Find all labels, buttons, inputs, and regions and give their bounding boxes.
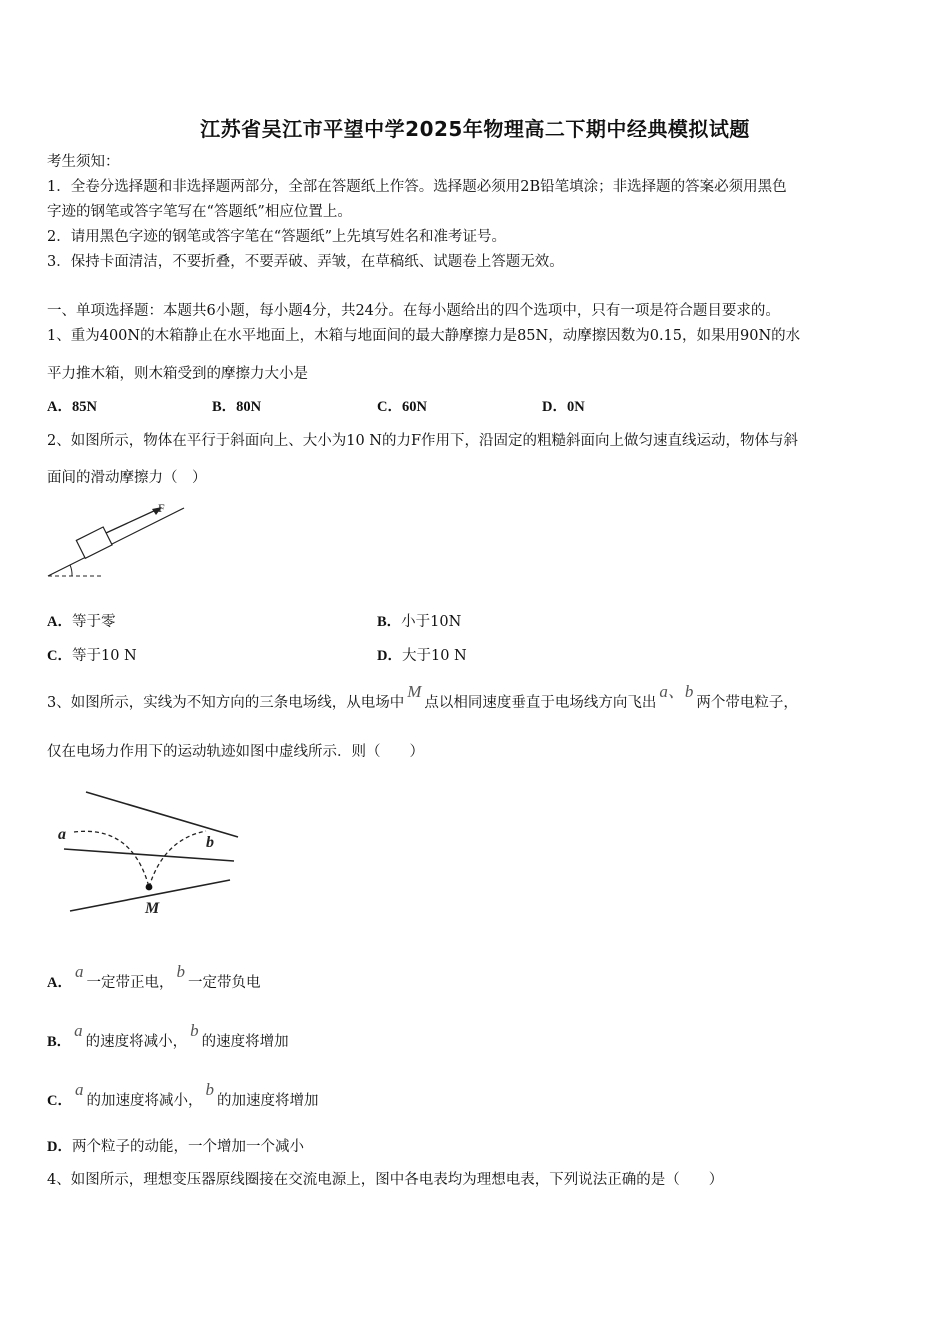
question-3-line-2: 仅在电场力作用下的运动轨迹如图中虚线所示．则（ ）	[47, 744, 424, 760]
incline-line	[48, 508, 184, 576]
question-1-line-2: 平力推木箱，则木箱受到的摩擦力大小是	[47, 366, 308, 382]
angle-arc	[70, 565, 72, 576]
page-title: 江苏省吴江市平望中学2025年物理高二下期中经典模拟试题	[200, 117, 750, 141]
q1-option-d: D．0N	[542, 399, 585, 415]
q1-option-b: B．80N	[212, 399, 262, 415]
question-2-line-1: 2、如图所示，物体在平行于斜面向上、大小为10 N的力F作用下，沿固定的粗糙斜面向上做匀速直线运动，物体与斜	[47, 433, 799, 449]
label-a: a	[58, 826, 66, 843]
var-ab: a、b	[659, 682, 694, 701]
var-M: M	[407, 682, 422, 701]
q3-option-a: A．a一定带正电，b一定带负电	[47, 962, 261, 991]
notice-item-2: 2．请用黑色字迹的钢笔或答字笔在“答题纸”上先填写姓名和准考证号。	[47, 229, 507, 245]
q1-option-c: C．60N	[377, 399, 427, 415]
label-M: M	[145, 900, 160, 917]
q1-option-a: A．85N	[47, 399, 97, 415]
notice-item-3: 3．保持卡面清洁，不要折叠，不要弄破、弄皱，在草稿纸、试题卷上答题无效。	[47, 254, 564, 270]
notice-item-1-line-2: 字迹的钢笔或答字笔写在“答题纸”相应位置上。	[47, 204, 352, 220]
q2-option-a: A．等于零	[47, 614, 116, 630]
question-2-line-2: 面间的滑动摩擦力（ ）	[47, 470, 207, 486]
q3-option-c: C．a的加速度将减小，b的加速度将增加	[47, 1080, 319, 1109]
notice-heading: 考生须知：	[47, 154, 120, 170]
incline-figure	[44, 498, 194, 580]
q3-option-b: B．a的速度将减小，b的速度将增加	[47, 1021, 289, 1050]
q2-option-c: C．等于10 N	[47, 648, 137, 664]
field-line-top	[86, 792, 238, 837]
q2-option-b: B．小于10N	[377, 614, 462, 630]
section-1-heading: 一、单项选择题：本题共6小题，每小题4分，共24分。在每小题给出的四个选项中，只有一项是符合题目要求的。	[47, 303, 780, 319]
question-4-line-1: 4、如图所示，理想变压器原线圈接在交流电源上，图中各电表均为理想电表，下列说法正确的是（ ）	[47, 1172, 724, 1188]
trajectory-a	[74, 831, 149, 887]
q3-option-d: D．两个粒子的动能，一个增加一个减小	[47, 1139, 304, 1155]
field-lines-figure	[44, 785, 244, 927]
label-b: b	[206, 834, 214, 851]
force-arrow-line	[106, 510, 156, 533]
force-label: F	[158, 501, 165, 515]
q2-option-d: D．大于10 N	[377, 648, 467, 664]
question-1-line-1: 1、重为400N的木箱静止在水平地面上，木箱与地面间的最大静摩擦力是85N，动摩擦因数为0.15，如果用90N的水	[47, 328, 801, 344]
point-M	[146, 884, 153, 891]
notice-item-1-line-1: 1．全卷分选择题和非选择题两部分，全部在答题纸上作答。选择题必须用2B铅笔填涂；非选择题的答案必须用黑色	[47, 179, 787, 195]
block	[76, 527, 112, 558]
question-3-line-1: 3、如图所示，实线为不知方向的三条电场线，从电场中M点以相同速度垂直于电场线方向飞出a、b两个带电粒子，	[47, 682, 798, 711]
